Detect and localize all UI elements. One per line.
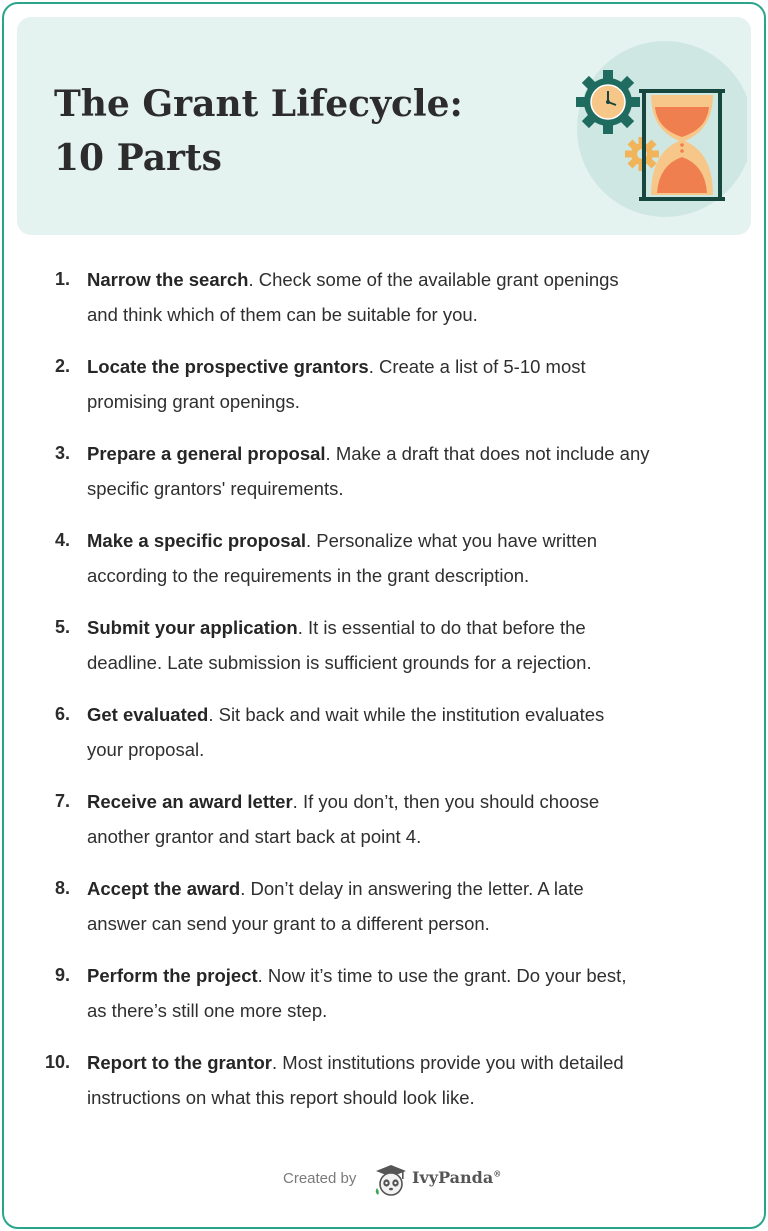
step-number: 3. — [54, 443, 70, 463]
step-description: . Personalize what you have written — [306, 530, 598, 551]
step-description-line-2: specific grantors' requirements. — [87, 478, 344, 499]
step-title: Report to the grantor — [87, 1052, 272, 1073]
step-number: 4. — [54, 530, 70, 550]
step-description: . Check some of the available grant openings — [248, 269, 619, 290]
hourglass-gears-illustration — [547, 37, 747, 227]
brand-name[interactable] — [412, 1168, 501, 1187]
step-text — [87, 784, 727, 854]
step-description-line-2: answer can send your grant to a different person. — [87, 913, 490, 934]
step-text — [87, 958, 727, 1028]
step-description: . It is essential to do that before the — [297, 617, 586, 638]
step-description-line-2: another grantor and start back at point 4. — [87, 826, 422, 847]
step-description-line-2: according to the requirements in the grant description. — [87, 565, 530, 586]
footer — [0, 1160, 768, 1200]
step-number: 5. — [54, 617, 70, 637]
step-title: Locate the prospective grantors — [87, 356, 369, 377]
title-line-1: The Grant Lifecycle: — [54, 83, 463, 125]
step-title: Receive an award letter — [87, 791, 293, 812]
step-description: . Don’t delay in answering the letter. A late — [240, 878, 584, 899]
step-description-line-2: deadline. Late submission is sufficient grounds for a rejection. — [87, 652, 592, 673]
step-description: . Most institutions provide you with detailed — [272, 1052, 624, 1073]
created-by-label: Created by — [283, 1170, 357, 1187]
step-description: . Sit back and wait while the institution evaluates — [208, 704, 605, 725]
step-number: 9. — [54, 965, 70, 985]
header-banner — [17, 17, 751, 235]
step-text — [87, 1045, 727, 1115]
ivypanda-logo-icon[interactable] — [372, 1162, 410, 1198]
step-title: Get evaluated — [87, 704, 209, 725]
step-number: 1. — [54, 269, 70, 289]
step-text — [87, 697, 727, 767]
brand-text: IvyPanda — [412, 1168, 494, 1187]
step-title: Make a specific proposal — [87, 530, 307, 551]
step-text — [87, 349, 727, 419]
step-description: . Create a list of 5-10 most — [368, 356, 586, 377]
step-title: Perform the project — [87, 965, 258, 986]
step-number: 2. — [54, 356, 70, 376]
step-description: . Now it’s time to use the grant. Do your best, — [257, 965, 627, 986]
step-text — [87, 871, 727, 941]
step-number: 7. — [54, 791, 70, 811]
step-number: 10. — [44, 1052, 70, 1072]
page-title — [54, 77, 463, 185]
step-description-line-2: as there’s still one more step. — [87, 1000, 328, 1021]
step-description-line-2: promising grant openings. — [87, 391, 300, 412]
step-description: . If you don’t, then you should choose — [292, 791, 600, 812]
step-title: Prepare a general proposal — [87, 443, 326, 464]
registered-mark: ® — [493, 1168, 502, 1179]
step-number: 8. — [54, 878, 70, 898]
step-description-line-2: and think which of them can be suitable for you. — [87, 304, 478, 325]
title-line-2: 10 Parts — [54, 137, 222, 179]
step-description: . Make a draft that does not include any — [325, 443, 650, 464]
step-text — [87, 610, 727, 680]
step-title: Submit your application — [87, 617, 298, 638]
step-text — [87, 436, 727, 506]
step-title: Narrow the search — [87, 269, 249, 290]
step-text — [87, 262, 727, 332]
step-text — [87, 523, 727, 593]
step-description-line-2: your proposal. — [87, 739, 205, 760]
step-number: 6. — [54, 704, 70, 724]
gear-clock-icon — [576, 70, 640, 134]
step-description-line-2: instructions on what this report should look like. — [87, 1087, 475, 1108]
step-title: Accept the award — [87, 878, 241, 899]
